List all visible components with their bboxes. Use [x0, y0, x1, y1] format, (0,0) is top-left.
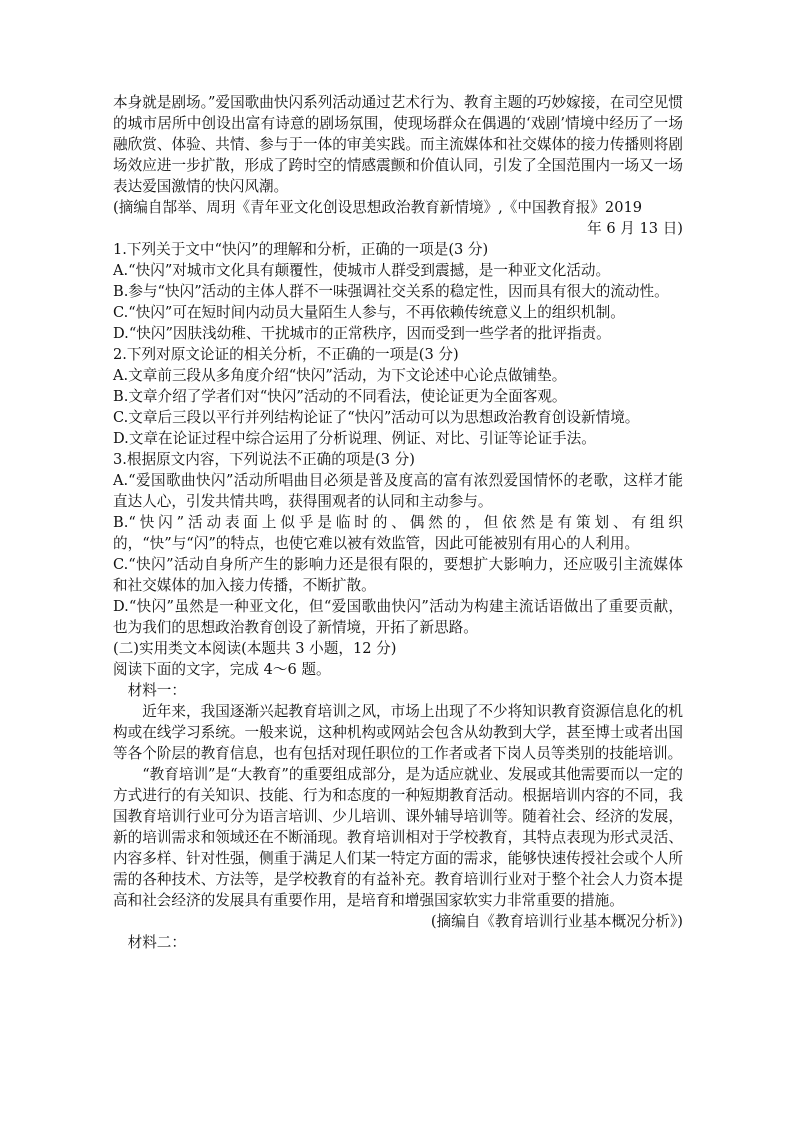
option-a: A.“爱国歌曲快闪”活动所唱曲目必须是普及度高的富有浓烈爱国情怀的老歌，这样才能直达人心，引发共情共鸣，获得围观者的认同和主动参与。	[113, 472, 683, 510]
question-stem: 2.下列对原文论证的相关分析，不正确的一项是(3 分)	[113, 346, 459, 363]
material-1-paragraph-2: “教育培训”是“大教育”的重要组成部分，是为适应就业、发展或其他需要而以一定的方式进行的有关知识、技能、行为和态度的一种短期教育活动。根据培训内容的不同，我国教育培训行业可分为语言培训、少儿培训、课外辅导培训等。随着社会、经济的发展，新的培训需求和领域还在不断涌现。教育培训相对于学校教育，其特点表现为形式灵活、内容多样、针对性强，侧重于满足人们某一特定方面的需求，能够快速传授社会或个人所需的各种技术、方法等，是学校教育的有益补充。教育培训行业对于整个社会人力资本提高和社会经济的发展具有重要作用，是培育和增强国家软实力非常重要的措施。	[113, 766, 683, 909]
section-title: (二)实用类文本阅读(本题共 3 小题，12 分)	[113, 640, 397, 657]
option-b: B.参与“快闪”活动的主体人群不一味强调社交关系的稳定性，因而具有很大的流动性。	[113, 283, 669, 300]
option-d: D.“快闪”因肤浅幼稚、干扰城市的正常秩序，因而受到一些学者的批评指责。	[113, 325, 611, 342]
material-1-paragraph-1: 近年来，我国逐渐兴起教育培训之风，市场上出现了不少将知识教育资源信息化的机构或在线学习系统。一般来说，这种机构或网站会包含从幼教到大学，甚至博士或者出国等各个阶层的教育信息，也有包括对现任职位的工作者或者下岗人员等类别的技能培训。	[113, 703, 683, 762]
option-d: D.“快闪”虽然是一种亚文化，但“爱国歌曲快闪”活动为构建主流话语做出了重要贡献，也为我们的思想政治教育创设了新情境，开拓了新思路。	[113, 598, 683, 636]
option-d: D.文章在论证过程中综合运用了分析说理、例证、对比、引证等论证手法。	[113, 430, 596, 447]
material-2-label: 材料二：	[127, 934, 186, 951]
option-a: A.“快闪”对城市文化具有颠覆性，使城市人群受到震撼，是一种亚文化活动。	[113, 262, 611, 279]
section-instructions: 阅读下面的文字，完成 4～6 题。	[113, 661, 331, 678]
source-citation-1-date: 年 6 月 13 日)	[587, 220, 683, 237]
question-2	[113, 344, 683, 449]
exam-page	[113, 92, 683, 953]
source-citation-1: (摘编自郜举、周玥《青年亚文化创设思想政治教育新情境》,《中国教育报》2019	[113, 199, 643, 216]
question-1	[113, 239, 683, 344]
material-1-label: 材料一：	[127, 682, 186, 699]
option-c: C.“快闪”可在短时间内动员大量陌生人参与，不再依赖传统意义上的组织机制。	[113, 304, 625, 321]
option-b: B.文章介绍了学者们对“快闪”活动的不同看法，使论证更为全面客观。	[113, 388, 567, 405]
question-stem: 3.根据原文内容，下列说法不正确的项是(3 分)	[113, 451, 415, 468]
question-3	[113, 449, 683, 638]
passage-tail: 本身就是剧场。”爱国歌曲快闪系列活动通过艺术行为、教育主题的巧妙嫁接，在司空见惯的城市居所中创设出富有诗意的剧场氛围，使现场群众在偶遇的‘戏剧’情境中经历了一场融欣赏、体验、共情、参与于一体的审美实践。而主流媒体和社交媒体的接力传播则将剧场效应进一步扩散，形成了跨时空的情感震颤和价值认同，引发了全国范围内一场又一场表达爱国激情的快闪风潮。	[113, 94, 683, 195]
option-c: C.“快闪”活动自身所产生的影响力还是很有限的，要想扩大影响力，还应吸引主流媒体和社交媒体的加入接力传播，不断扩散。	[113, 556, 683, 594]
option-a: A.文章前三段从多角度介绍“快闪”活动，为下文论述中心论点做铺垫。	[113, 367, 567, 384]
option-b: B.“快闪”活动表面上似乎是临时的、偶然的，但依然是有策划、有组织的，“快”与“闪”的特点，也使它难以被有效监管，因此可能被别有用心的人利用。	[113, 514, 683, 552]
question-stem: 1.下列关于文中“快闪”的理解和分析，正确的一项是(3 分)	[113, 241, 489, 258]
source-citation-2: (摘编自《教育培训行业基本概况分析》)	[430, 913, 683, 930]
option-c: C.文章后三段以平行并列结构论证了“快闪”活动可以为思想政治教育创设新情境。	[113, 409, 640, 426]
